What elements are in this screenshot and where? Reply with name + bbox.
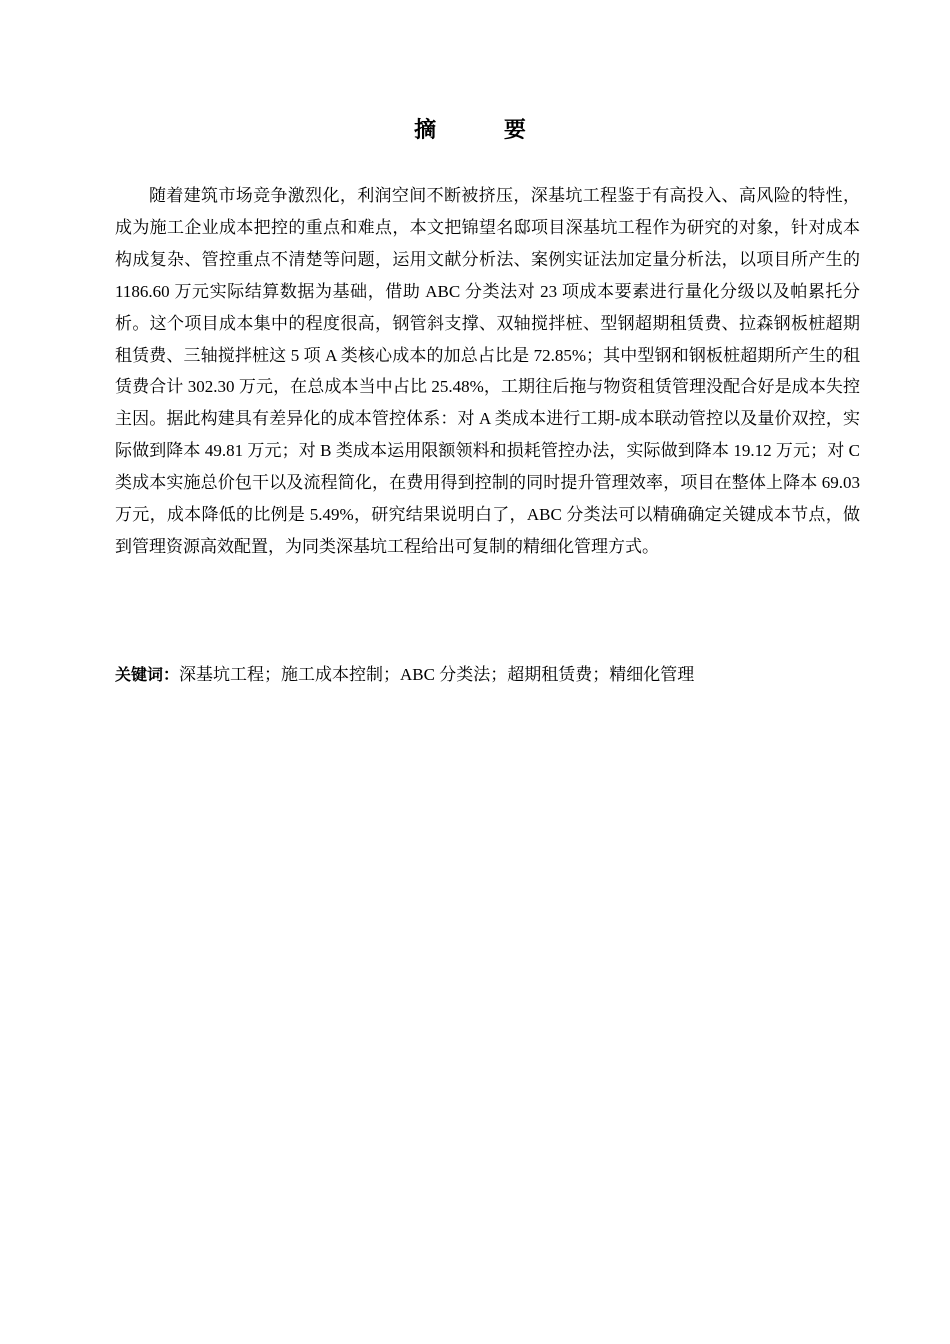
keywords-text: 深基坑工程；施工成本控制；ABC 分类法；超期租赁费；精细化管理	[179, 665, 695, 684]
abstract-title: 摘 要	[414, 118, 556, 143]
abstract-body: 随着建筑市场竞争激烈化，利润空间不断被挤压，深基坑工程鉴于有高投入、高风险的特性，成为施工企业成本把控的重点和难点，本文把锦望名邸项目深基坑工程作为研究的对象，针对成本构成复杂、管控重点不清楚等问题，运用文献分析法、案例实证法加定量分析法，以项目所产生的 1186.60 万元实际结算数据为基础，借助 ABC 分类法对 23 项成本要素进行量化分级以及帕累托分析。这个项目成本集中的程度很高，钢管斜支撑、双轴搅拌桩、型钢超期租赁费、拉森钢板桩超期租赁费、三轴搅拌桩这 5 项 A 类核心成本的加总占比是 72.85%；其中型钢和钢板桩超期所产生的租赁费合计 302.30 万元，在总成本当中占比 25.48%，工期往后拖与物资租赁管理没配合好是成本失控主因。据此构建具有差异化的成本管控体系：对 A 类成本进行工期-成本联动管控以及量价双控，实际做到降本 49.81 万元；对 B 类成本运用限额领料和损耗管控办法，实际做到降本 19.12 万元；对 C 类成本实施总价包干以及流程简化，在费用得到控制的同时提升管理效率，项目在整体上降本 69.03 万元，成本降低的比例是 5.49%，研究结果说明白了，ABC 分类法可以精确确定关键成本节点，做到管理资源高效配置，为同类深基坑工程给出可复制的精细化管理方式。	[115, 186, 860, 556]
keywords-label: 关键词：	[115, 665, 180, 684]
keywords-line	[115, 660, 860, 690]
